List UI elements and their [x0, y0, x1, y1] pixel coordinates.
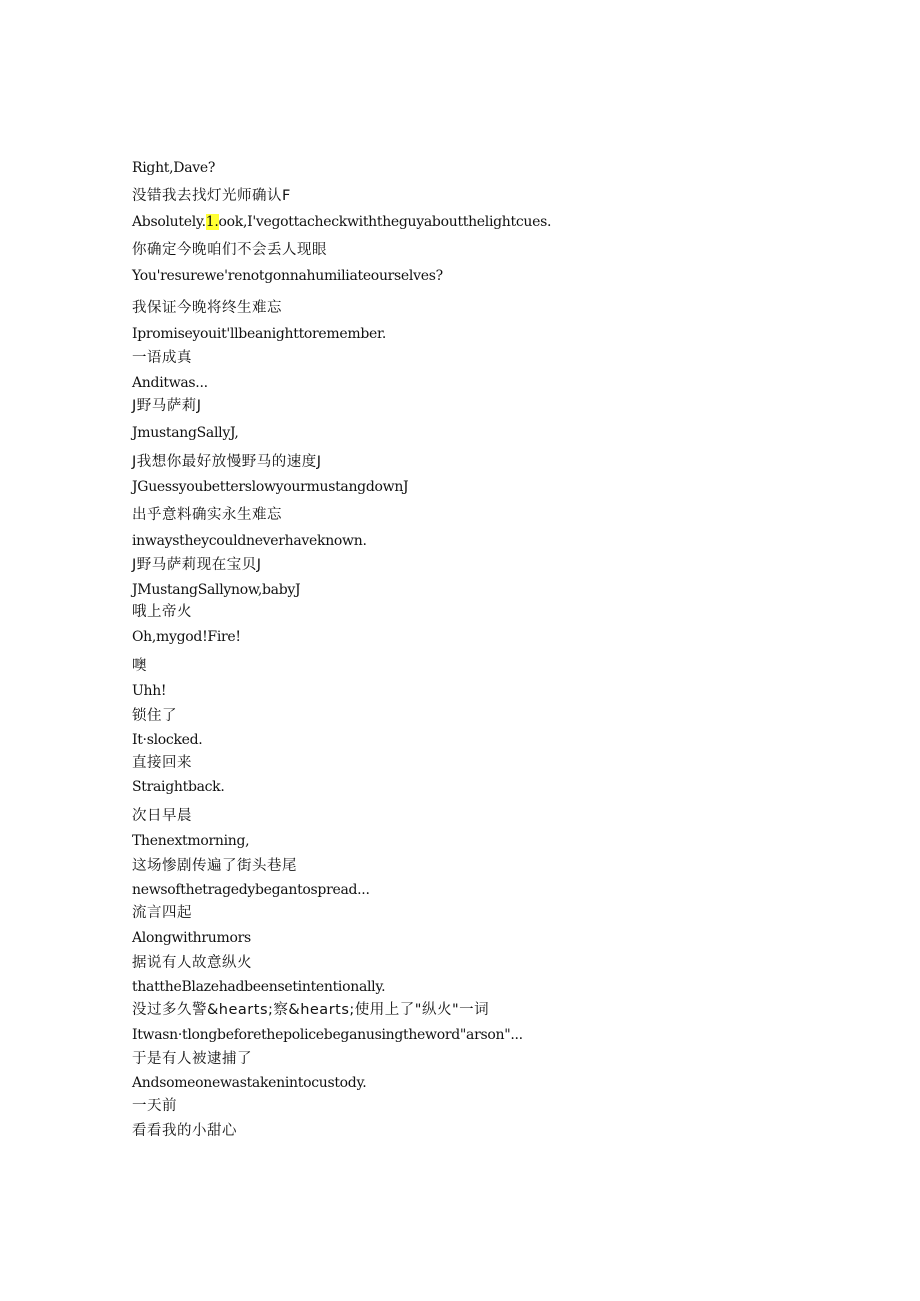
subtitle-line-en [132, 213, 551, 231]
subtitle-line-zh: 一天前 [132, 1098, 177, 1114]
subtitle-line-en: inwaystheycouldneverhaveknown. [132, 533, 367, 549]
subtitle-line-en: You'resurewe'renotgonnahumiliateourselves? [132, 268, 443, 284]
subtitle-line-zh: 这场惨剧传遍了街头巷尾 [132, 858, 297, 874]
subtitle-line-en: Ipromiseyouit'llbeanighttoremember. [132, 326, 387, 342]
subtitle-line-en: JmustangSallyJ, [132, 425, 239, 441]
subtitle-line-en: Itwasn·tlongbeforethepolicebeganusingtheword"arson"... [132, 1027, 523, 1043]
subtitle-line-en: newsofthetragedybegantospread... [132, 882, 370, 898]
subtitle-line-en: Straightback. [132, 779, 225, 795]
subtitle-line-zh: 锁住了 [132, 708, 177, 724]
subtitle-line-en: Andsomeonewastakenintocustody. [132, 1075, 367, 1091]
subtitle-line-zh: 噢 [132, 658, 147, 674]
subtitle-line-en: Thenextmorning, [132, 833, 250, 849]
subtitle-line-zh: 看看我的小甜心 [132, 1123, 237, 1139]
subtitle-line-en: Uhh! [132, 683, 167, 699]
subtitle-line-en: Alongwithrumors [132, 930, 251, 946]
subtitle-line-zh: 你确定今晚咱们不会丢人现眼 [132, 242, 327, 258]
subtitle-line-zh: 我保证今晚将终生难忘 [132, 300, 282, 316]
subtitle-line-en: Oh,mygod!Fire! [132, 629, 241, 645]
subtitle-line-zh: 流言四起 [132, 905, 192, 921]
subtitle-text: Absolutely. [132, 214, 206, 230]
subtitle-line-zh: 哦上帝火 [132, 604, 192, 620]
subtitle-line-zh: 没过多久警&hearts;察&hearts;使用上了"纵火"一词 [132, 1002, 490, 1018]
subtitle-line-zh: 没错我去找灯光师确认F [132, 188, 291, 204]
subtitle-line-en: JMustangSallynow,babyJ [132, 582, 301, 598]
subtitle-line-zh: 据说有人故意纵火 [132, 955, 252, 971]
subtitle-line-zh: J野马萨莉现在宝贝J [132, 557, 262, 573]
subtitle-line-en: Right,Dave? [132, 160, 216, 176]
subtitle-line-zh: 于是有人被逮捕了 [132, 1051, 252, 1067]
subtitle-line-zh: 次日早晨 [132, 808, 192, 824]
subtitle-line-zh: 直接回来 [132, 755, 192, 771]
subtitle-line-en: JGuessyoubetterslowyourmustangdownJ [132, 479, 409, 495]
subtitle-line-zh: 一语成真 [132, 350, 192, 366]
subtitle-line-zh: J野马萨莉J [132, 398, 202, 414]
subtitle-line-zh: 出乎意料确实永生难忘 [132, 507, 282, 523]
subtitle-line-zh: J我想你最好放慢野马的速度J [132, 454, 322, 470]
highlighted-text: 1. [205, 214, 219, 230]
subtitle-text: ook,I'vegottacheckwiththeguyaboutthelightcues. [218, 214, 552, 230]
subtitle-line-en: Anditwas... [132, 375, 208, 391]
subtitle-line-en: thattheBlazehadbeensetintentionally. [132, 979, 386, 995]
subtitle-line-en: It·slocked. [132, 732, 203, 748]
